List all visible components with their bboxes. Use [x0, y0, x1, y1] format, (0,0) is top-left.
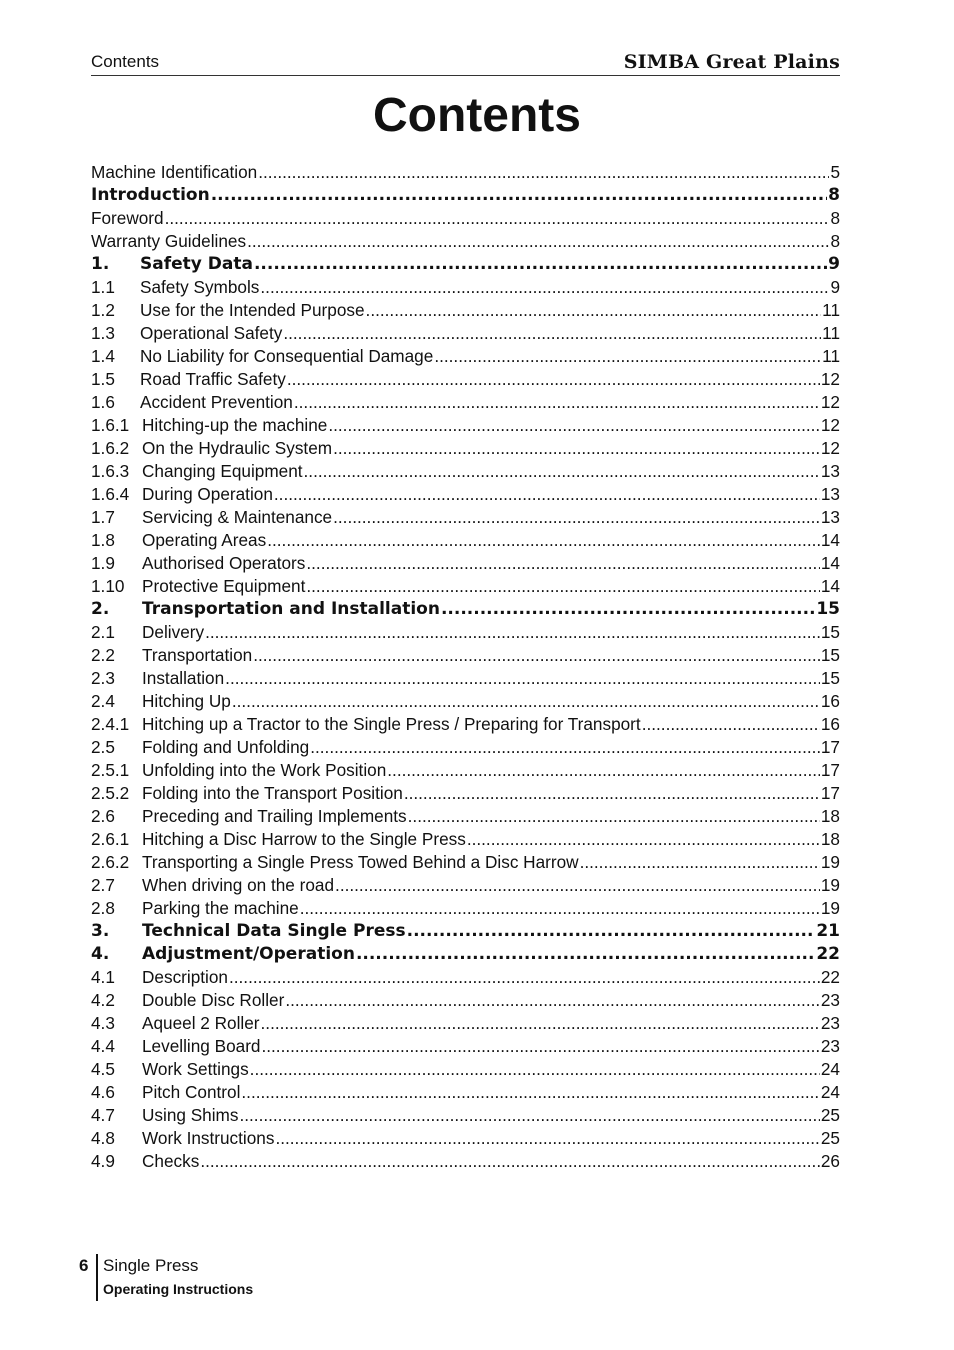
toc-dot-leader [294, 391, 820, 414]
toc-entry[interactable] [91, 667, 840, 690]
toc-entry-page: 8 [828, 185, 840, 205]
toc-entry-page: 13 [820, 484, 840, 504]
toc-entry[interactable] [91, 920, 840, 943]
toc-entry-title: Use for the Intended Purpose [140, 300, 365, 320]
toc-dot-leader [356, 943, 815, 966]
toc-entry-page: 25 [820, 1105, 840, 1125]
toc-dot-leader [261, 1035, 819, 1058]
toc-entry-title: Delivery [142, 622, 205, 642]
toc-entry[interactable] [91, 483, 840, 506]
toc-dot-leader [229, 966, 820, 989]
toc-dot-leader [434, 345, 821, 368]
toc-dot-leader [165, 207, 830, 230]
toc-entry-number: 2.6.2 [91, 852, 130, 872]
toc-entry-title: Folding into the Transport Position [142, 783, 403, 803]
toc-entry-title: Work Settings [142, 1059, 249, 1079]
toc-entry-number: 1.6.1 [91, 415, 130, 435]
brand-logo-text: SIMBA Great Plains [623, 51, 840, 73]
toc-entry-page: 11 [822, 346, 840, 366]
toc-entry-page: 22 [816, 944, 840, 964]
toc-entry[interactable] [91, 575, 840, 598]
toc-entry-page: 8 [830, 208, 840, 228]
toc-dot-leader [250, 1058, 820, 1081]
toc-entry[interactable] [91, 368, 840, 391]
toc-entry-title: Safety Data [140, 254, 253, 274]
toc-entry-number: 1.3 [91, 323, 115, 343]
toc-entry[interactable] [91, 161, 840, 184]
toc-entry-title: Protective Equipment [142, 576, 306, 596]
toc-entry[interactable] [91, 874, 840, 897]
toc-entry[interactable] [91, 828, 840, 851]
toc-entry[interactable] [91, 437, 840, 460]
toc-entry-title: Hitching up a Tractor to the Single Press / Preparing for Transport [142, 714, 641, 734]
toc-entry-page: 14 [820, 553, 840, 573]
toc-dot-leader [232, 690, 820, 713]
toc-entry-title: Hitching-up the machine [142, 415, 328, 435]
toc-entry-title: Foreword [91, 208, 164, 228]
toc-entry-page: 26 [820, 1151, 840, 1171]
toc-entry-number: 2.8 [91, 898, 115, 918]
toc-entry[interactable] [91, 1081, 840, 1104]
toc-dot-leader [253, 644, 820, 667]
footer-document-type: Operating Instructions [103, 1281, 254, 1297]
toc-entry-title: Aqueel 2 Roller [142, 1013, 260, 1033]
toc-entry-page: 9 [830, 277, 840, 297]
toc-entry-title: Servicing & Maintenance [142, 507, 333, 527]
toc-dot-leader [306, 575, 820, 598]
toc-dot-leader [333, 506, 820, 529]
toc-entry-page: 13 [820, 461, 840, 481]
toc-entry-title: Changing Equipment [142, 461, 303, 481]
toc-entry-title: Hitching Up [142, 691, 231, 711]
toc-entry-page: 15 [820, 622, 840, 642]
toc-entry-title: When driving on the road [142, 875, 335, 895]
toc-entry[interactable] [91, 759, 840, 782]
toc-entry[interactable] [91, 460, 840, 483]
toc-entry-title: Folding and Unfolding [142, 737, 310, 757]
toc-entry-title: Installation [142, 668, 225, 688]
toc-entry-number: 2.4 [91, 691, 115, 711]
toc-entry[interactable] [91, 897, 840, 920]
toc-entry-page: 15 [816, 599, 840, 619]
toc-entry-page: 15 [820, 645, 840, 665]
toc-dot-leader [254, 253, 827, 276]
toc-dot-leader [225, 667, 820, 690]
toc-entry-number: 2.1 [91, 622, 115, 642]
toc-entry[interactable] [91, 1035, 840, 1058]
toc-entry-number: 1.1 [91, 277, 115, 297]
toc-entry-page: 12 [820, 392, 840, 412]
toc-entry[interactable] [91, 782, 840, 805]
footer-product-name: Single Press [103, 1256, 199, 1275]
toc-entry[interactable] [91, 1012, 840, 1035]
toc-entry-page: 14 [820, 530, 840, 550]
toc-entry[interactable] [91, 1104, 840, 1127]
toc-entry[interactable] [91, 552, 840, 575]
toc-entry[interactable] [91, 966, 840, 989]
toc-entry[interactable] [91, 805, 840, 828]
toc-entry-page: 12 [820, 415, 840, 435]
toc-dot-leader [200, 1150, 820, 1173]
toc-dot-leader [306, 552, 820, 575]
toc-dot-leader [441, 598, 815, 621]
toc-dot-leader [387, 759, 820, 782]
toc-entry-number: 1.8 [91, 530, 115, 550]
toc-entry-number: 1.7 [91, 507, 115, 527]
toc-entry-title: Transportation and Installation [142, 599, 440, 619]
toc-entry[interactable] [91, 736, 840, 759]
toc-entry-page: 11 [822, 323, 840, 343]
toc-dot-leader [239, 1104, 819, 1127]
footer-page-number: 6 [79, 1256, 89, 1275]
toc-entry[interactable] [91, 690, 840, 713]
toc-dot-leader [267, 529, 820, 552]
toc-dot-leader [283, 322, 821, 345]
toc-entry-title: Machine Identification [91, 162, 258, 182]
toc-entry-number: 2.7 [91, 875, 115, 895]
toc-entry-title: Parking the machine [142, 898, 299, 918]
toc-entry-page: 12 [820, 438, 840, 458]
toc-entry-number: 2.6.1 [91, 829, 130, 849]
toc-entry-title: Unfolding into the Work Position [142, 760, 387, 780]
toc-entry-title: Accident Prevention [140, 392, 293, 412]
toc-entry-page: 21 [816, 921, 840, 941]
toc-entry[interactable] [91, 345, 840, 368]
toc-dot-leader [274, 483, 820, 506]
toc-entry[interactable] [91, 391, 840, 414]
toc-entry-page: 11 [822, 300, 840, 320]
toc-dot-leader [211, 184, 827, 207]
toc-dot-leader [310, 736, 820, 759]
toc-entry-number: 4.8 [91, 1128, 115, 1148]
toc-entry-number: 2.4.1 [91, 714, 130, 734]
toc-dot-leader [366, 299, 822, 322]
toc-entry-number: 1.10 [91, 576, 125, 596]
toc-entry[interactable] [91, 230, 840, 253]
toc-entry-page: 12 [820, 369, 840, 389]
toc-dot-leader [333, 437, 820, 460]
toc-entry-title: On the Hydraulic System [142, 438, 333, 458]
toc-entry-number: 4.1 [91, 967, 115, 987]
toc-dot-leader [300, 897, 820, 920]
toc-entry-number: 1.4 [91, 346, 115, 366]
toc-entry[interactable] [91, 851, 840, 874]
toc-entry-page: 25 [820, 1128, 840, 1148]
toc-entry-number: 1.2 [91, 300, 115, 320]
toc-entry-title: Introduction [91, 185, 210, 205]
toc-entry[interactable] [91, 1150, 840, 1173]
toc-entry-number: 2. [91, 599, 110, 619]
toc-entry[interactable] [91, 299, 840, 322]
toc-entry-page: 18 [820, 806, 840, 826]
toc-entry-number: 1.9 [91, 553, 115, 573]
toc-entry-number: 2.6 [91, 806, 115, 826]
toc-entry-title: Using Shims [142, 1105, 239, 1125]
toc-entry[interactable] [91, 598, 840, 621]
toc-dot-leader [642, 713, 820, 736]
toc-entry-page: 9 [828, 254, 840, 274]
toc-entry[interactable] [91, 506, 840, 529]
toc-entry-page: 23 [820, 990, 840, 1010]
toc-entry-title: Pitch Control [142, 1082, 241, 1102]
toc-entry-title: Operating Areas [142, 530, 267, 550]
toc-entry-title: During Operation [142, 484, 273, 504]
toc-dot-leader [241, 1081, 819, 1104]
toc-entry-title: Transporting a Single Press Towed Behind a Disc Harrow [142, 852, 579, 872]
toc-entry-page: 22 [820, 967, 840, 987]
page-header [91, 50, 840, 76]
page-title: Contents [373, 89, 581, 142]
toc-entry-page: 17 [820, 783, 840, 803]
toc-entry-title: Technical Data Single Press [142, 921, 406, 941]
toc-entry[interactable] [91, 322, 840, 345]
toc-entry-title: Operational Safety [140, 323, 283, 343]
toc-entry[interactable] [91, 184, 840, 207]
toc-entry-number: 4.9 [91, 1151, 115, 1171]
toc-entry-number: 4.6 [91, 1082, 115, 1102]
toc-dot-leader [467, 828, 820, 851]
toc-entry[interactable] [91, 644, 840, 667]
toc-entry-page: 19 [820, 852, 840, 872]
toc-entry-title: Levelling Board [142, 1036, 261, 1056]
toc-dot-leader [258, 161, 829, 184]
toc-entry-page: 16 [820, 714, 840, 734]
toc-entry[interactable] [91, 943, 840, 966]
toc-entry-page: 8 [830, 231, 840, 251]
toc-entry-number: 2.5.2 [91, 783, 130, 803]
toc-entry-number: 1.5 [91, 369, 115, 389]
toc-entry-number: 2.5 [91, 737, 115, 757]
toc-entry-title: Road Traffic Safety [140, 369, 286, 389]
toc-entry-number: 1.6 [91, 392, 115, 412]
toc-entry-title: Adjustment/Operation [142, 944, 355, 964]
toc-entry-page: 24 [820, 1059, 840, 1079]
toc-entry[interactable] [91, 1058, 840, 1081]
toc-entry[interactable] [91, 276, 840, 299]
toc-entry-page: 13 [820, 507, 840, 527]
toc-entry-title: Safety Symbols [140, 277, 260, 297]
toc-entry-number: 2.5.1 [91, 760, 130, 780]
toc-entry[interactable] [91, 253, 840, 276]
toc-dot-leader [260, 276, 829, 299]
toc-entry[interactable] [91, 1127, 840, 1150]
toc-dot-leader [580, 851, 820, 874]
toc-entry-page: 18 [820, 829, 840, 849]
toc-dot-leader [404, 782, 820, 805]
toc-entry[interactable] [91, 713, 840, 736]
toc-entry-number: 1.6.2 [91, 438, 130, 458]
toc-dot-leader [408, 805, 820, 828]
toc-dot-leader [261, 1012, 820, 1035]
toc-entry-page: 17 [820, 737, 840, 757]
toc-entry-title: Warranty Guidelines [91, 231, 247, 251]
toc-dot-leader [335, 874, 820, 897]
toc-entry-page: 16 [820, 691, 840, 711]
toc-entry-title: No Liability for Consequential Damage [140, 346, 434, 366]
toc-entry-page: 24 [820, 1082, 840, 1102]
toc-entry-title: Authorised Operators [142, 553, 306, 573]
toc-entry-number: 4.4 [91, 1036, 115, 1056]
toc-entry-page: 15 [820, 668, 840, 688]
toc-entry[interactable] [91, 414, 840, 437]
toc-entry[interactable] [91, 529, 840, 552]
toc-entry-title: Transportation [142, 645, 253, 665]
header-section-label: Contents [91, 52, 160, 71]
toc-entry-title: Preceding and Trailing Implements [142, 806, 407, 826]
toc-entry-number: 2.3 [91, 668, 115, 688]
toc-entry-number: 4.7 [91, 1105, 115, 1125]
toc-entry-number: 4.2 [91, 990, 115, 1010]
toc-entry[interactable] [91, 207, 840, 230]
table-of-contents [91, 161, 840, 1173]
toc-entry-title: Double Disc Roller [142, 990, 285, 1010]
toc-entry-number: 3. [91, 921, 110, 941]
toc-entry-page: 14 [820, 576, 840, 596]
toc-entry[interactable] [91, 621, 840, 644]
toc-entry-page: 23 [820, 1013, 840, 1033]
toc-dot-leader [287, 368, 820, 391]
toc-entry-number: 1.6.3 [91, 461, 130, 481]
toc-dot-leader [285, 989, 820, 1012]
toc-entry-number: 4. [91, 944, 110, 964]
toc-entry-number: 4.3 [91, 1013, 115, 1033]
toc-dot-leader [205, 621, 820, 644]
toc-dot-leader [275, 1127, 819, 1150]
toc-entry-number: 1.6.4 [91, 484, 130, 504]
toc-entry-number: 4.5 [91, 1059, 115, 1079]
toc-dot-leader [407, 920, 816, 943]
toc-entry-title: Description [142, 967, 228, 987]
toc-entry-title: Hitching a Disc Harrow to the Single Press [142, 829, 466, 849]
toc-entry[interactable] [91, 989, 840, 1012]
toc-entry-number: 2.2 [91, 645, 115, 665]
toc-entry-page: 17 [820, 760, 840, 780]
toc-entry-page: 23 [820, 1036, 840, 1056]
toc-entry-title: Work Instructions [142, 1128, 275, 1148]
footer-divider [96, 1254, 98, 1301]
toc-dot-leader [304, 460, 820, 483]
toc-entry-page: 5 [830, 162, 840, 182]
toc-dot-leader [328, 414, 820, 437]
toc-entry-number: 1. [91, 254, 110, 274]
toc-entry-page: 19 [820, 898, 840, 918]
toc-dot-leader [247, 230, 829, 253]
toc-entry-page: 19 [820, 875, 840, 895]
toc-entry-title: Checks [142, 1151, 200, 1171]
